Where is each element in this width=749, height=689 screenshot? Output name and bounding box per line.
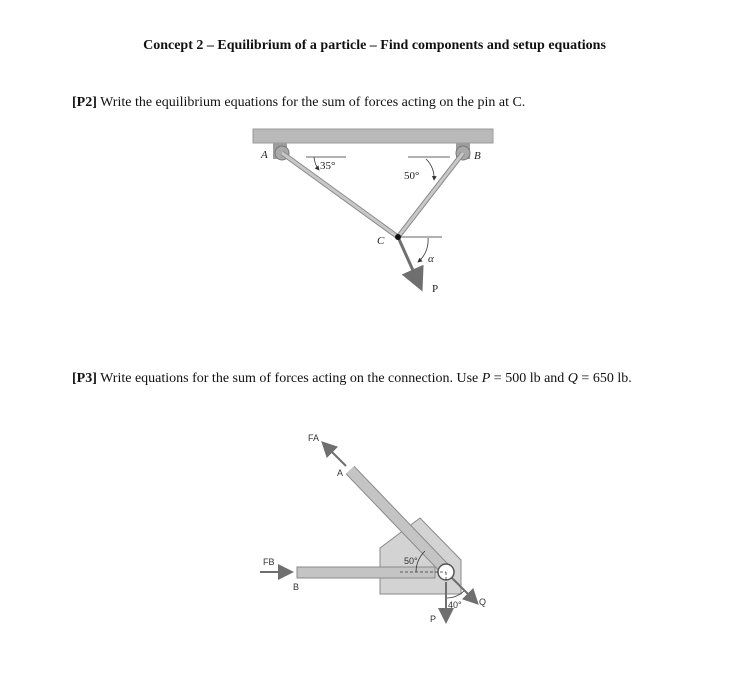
label-p: P <box>432 283 439 295</box>
angle-label-alpha: α <box>428 253 434 265</box>
force-fa-arrow <box>324 444 346 466</box>
label-b-p3: B <box>293 582 300 592</box>
problem-p3-tag: [P3] <box>72 371 97 386</box>
problem-p3-q-var: Q <box>567 371 578 386</box>
label-a: A <box>261 149 268 161</box>
angle-label-50-p3: 50° <box>404 556 418 566</box>
problem-p3-p-var: P <box>481 371 491 386</box>
angle-label-50: 50° <box>404 170 420 182</box>
label-p-p3: P <box>430 614 437 624</box>
label-c: C <box>377 235 385 247</box>
label-fb: FB <box>263 557 275 567</box>
problem-p3-p-eq: = 500 lb and <box>490 371 568 386</box>
problem-p2-text: Write the equilibrium equations for the sum of forces acting on the pin at C. <box>96 95 526 110</box>
problem-p2-tag: [P2] <box>72 95 97 110</box>
label-b: B <box>474 150 481 162</box>
angle-label-35: 35° <box>320 160 336 172</box>
angle-label-40-p3: 40° <box>448 600 462 610</box>
label-a-p3: A <box>337 468 344 478</box>
label-q: Q <box>479 597 487 607</box>
problem-p3-text-before: Write equations for the sum of forces acting on the connection. Use <box>96 371 482 386</box>
member-b <box>297 567 435 578</box>
label-fa: FA <box>308 433 320 443</box>
problem-p3-q-eq: = 650 lb. <box>577 371 632 386</box>
page-title: Concept 2 – Equilibrium of a particle – Find components and setup equations <box>143 38 606 53</box>
